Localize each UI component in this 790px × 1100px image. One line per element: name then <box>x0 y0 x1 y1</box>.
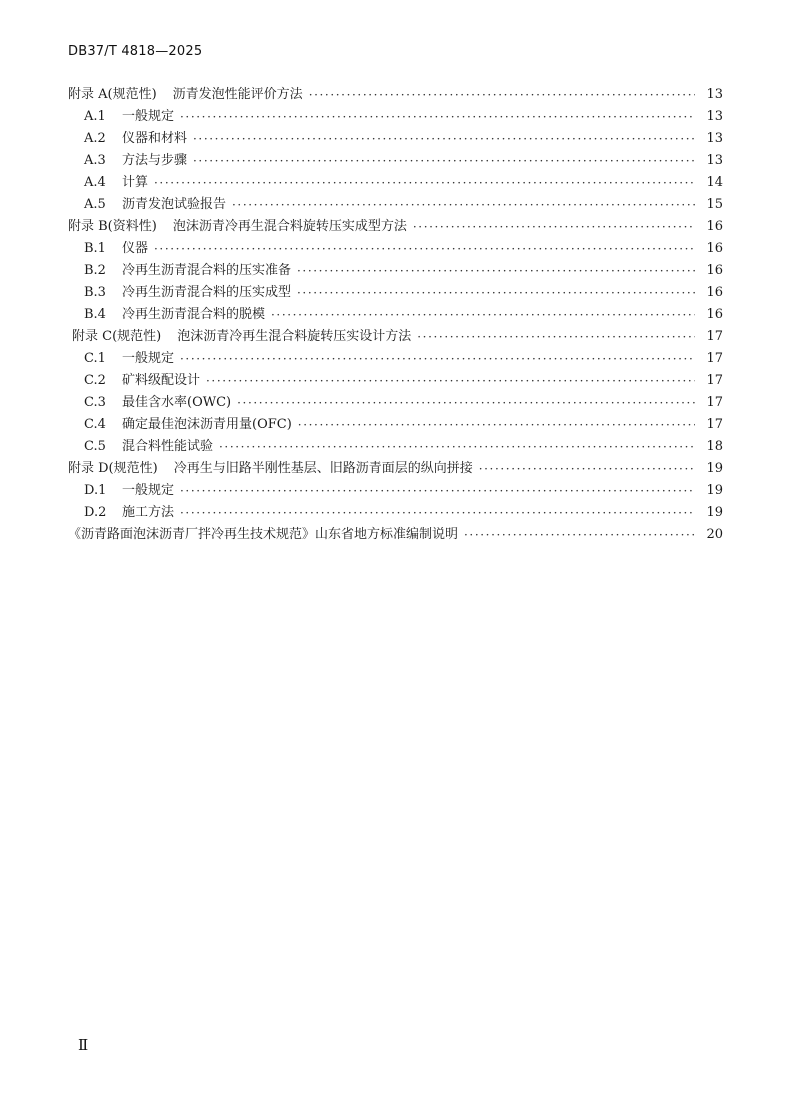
toc-entry-number: C.4 <box>84 417 106 432</box>
toc-entry-number: 附录 C(规范性) <box>72 329 162 344</box>
toc-entry-number: A.5 <box>84 197 106 212</box>
toc-entry-title: 冷再生沥青混合料的脱模 <box>122 307 266 322</box>
toc-entry-title: 一般规定 <box>122 109 175 124</box>
toc-entry-title: 施工方法 <box>122 505 175 520</box>
toc-entry-number: 附录 A(规范性) <box>68 87 157 102</box>
toc-entry-title: 确定最佳泡沫沥青用量(OFC) <box>122 417 292 432</box>
toc-entry-title: 冷再生沥青混合料的压实成型 <box>122 285 292 300</box>
toc-entry-appendix-d[interactable] <box>0 458 790 480</box>
toc-entry-number: B.2 <box>84 263 106 278</box>
dot-leader <box>298 414 695 436</box>
dot-leader <box>219 436 695 458</box>
toc-entry-title: 《沥青路面泡沫沥青厂拌冷再生技术规范》山东省地方标准编制说明 <box>68 527 459 542</box>
toc-entry-number: B.3 <box>84 285 106 300</box>
dot-leader <box>206 370 695 392</box>
toc-entry-a2[interactable] <box>0 128 790 150</box>
toc-entry-page: 19 <box>706 505 723 520</box>
page-number: Ⅱ <box>78 1036 89 1054</box>
toc-entry-b1[interactable] <box>0 238 790 260</box>
toc-entry-c5[interactable] <box>0 436 790 458</box>
toc-entry-number: C.1 <box>84 351 106 366</box>
toc-entry-title: 一般规定 <box>122 351 175 366</box>
toc-entry-number: C.5 <box>84 439 106 454</box>
toc-entry-number: A.3 <box>84 153 106 168</box>
toc-entry-page: 16 <box>706 285 723 300</box>
toc-entry-title: 冷再生沥青混合料的压实准备 <box>122 263 292 278</box>
dot-leader <box>193 128 695 150</box>
toc-entry-a5[interactable] <box>0 194 790 216</box>
toc-entry-number: C.3 <box>84 395 106 410</box>
toc-entry-title: 仪器 <box>122 241 149 256</box>
dot-leader <box>180 480 695 502</box>
dot-leader <box>417 326 695 348</box>
toc-entry-title: 最佳含水率(OWC) <box>122 395 232 410</box>
dot-leader <box>309 84 695 106</box>
toc-entry-c3[interactable] <box>0 392 790 414</box>
toc-entry-appendix-a[interactable] <box>0 84 790 106</box>
toc-entry-b2[interactable] <box>0 260 790 282</box>
toc-entry-c1[interactable] <box>0 348 790 370</box>
toc-entry-d2[interactable] <box>0 502 790 524</box>
toc-entry-title: 沥青发泡性能评价方法 <box>172 87 303 102</box>
dot-leader <box>237 392 695 414</box>
document-code: DB37/T 4818—2025 <box>68 44 203 59</box>
toc-entry-number: 附录 B(资料性) <box>68 219 157 234</box>
toc-entry-page: 16 <box>706 219 723 234</box>
toc-entry-page: 19 <box>706 483 723 498</box>
toc-entry-page: 17 <box>706 373 723 388</box>
dot-leader <box>193 150 695 172</box>
toc-entry-number: C.2 <box>84 373 106 388</box>
toc-entry-page: 17 <box>706 417 723 432</box>
toc-entry-title: 计算 <box>122 175 149 190</box>
toc-entry-b4[interactable] <box>0 304 790 326</box>
toc-entry-page: 17 <box>706 329 723 344</box>
toc-entry-page: 20 <box>706 527 723 542</box>
dot-leader <box>297 260 695 282</box>
toc-entry-c2[interactable] <box>0 370 790 392</box>
toc-entry-title: 冷再生与旧路半刚性基层、旧路沥青面层的纵向拼接 <box>173 461 473 476</box>
dot-leader <box>232 194 695 216</box>
toc-entry-page: 16 <box>706 307 723 322</box>
dot-leader <box>413 216 695 238</box>
toc-entry-appendix-b[interactable] <box>0 216 790 238</box>
toc-entry-number: D.2 <box>84 505 107 520</box>
dot-leader <box>271 304 695 326</box>
toc-entry-page: 17 <box>706 351 723 366</box>
toc-entry-page: 13 <box>706 153 723 168</box>
dot-leader <box>180 502 695 524</box>
toc-entry-number: A.4 <box>84 175 106 190</box>
dot-leader <box>464 524 695 546</box>
toc-entry-title: 混合料性能试验 <box>122 439 214 454</box>
toc-entry-explanation[interactable] <box>0 524 790 546</box>
dot-leader <box>180 106 695 128</box>
toc-entry-page: 13 <box>706 109 723 124</box>
toc-entry-page: 13 <box>706 131 723 146</box>
toc-entry-title: 泡沫沥青冷再生混合料旋转压实设计方法 <box>177 329 412 344</box>
toc-entry-number: 附录 D(规范性) <box>68 461 158 476</box>
toc-entry-title: 一般规定 <box>122 483 175 498</box>
toc-entry-page: 15 <box>706 197 723 212</box>
toc-entry-title: 矿料级配设计 <box>122 373 201 388</box>
toc-entry-page: 14 <box>706 175 723 190</box>
toc-entry-page: 16 <box>706 241 723 256</box>
toc-entry-b3[interactable] <box>0 282 790 304</box>
toc-entry-appendix-c[interactable] <box>0 326 790 348</box>
dot-leader <box>154 172 695 194</box>
toc-entry-page: 17 <box>706 395 723 410</box>
toc-entry-page: 13 <box>706 87 723 102</box>
toc-entry-a1[interactable] <box>0 106 790 128</box>
toc-entry-title: 泡沫沥青冷再生混合料旋转压实成型方法 <box>172 219 407 234</box>
toc-entry-c4[interactable] <box>0 414 790 436</box>
toc-entry-title: 方法与步骤 <box>122 153 188 168</box>
dot-leader <box>180 348 695 370</box>
dot-leader <box>479 458 695 480</box>
toc-entry-d1[interactable] <box>0 480 790 502</box>
toc-entry-page: 18 <box>706 439 723 454</box>
toc-entry-a3[interactable] <box>0 150 790 172</box>
toc-entry-page: 19 <box>706 461 723 476</box>
toc-entry-title: 沥青发泡试验报告 <box>122 197 227 212</box>
dot-leader <box>297 282 695 304</box>
dot-leader <box>154 238 695 260</box>
toc-entry-number: A.2 <box>84 131 106 146</box>
toc-entry-number: B.4 <box>84 307 106 322</box>
toc-entry-number: A.1 <box>84 109 106 124</box>
toc-entry-a4[interactable] <box>0 172 790 194</box>
toc-entry-title: 仪器和材料 <box>122 131 188 146</box>
toc-entry-number: B.1 <box>84 241 106 256</box>
toc-entry-number: D.1 <box>84 483 107 498</box>
toc-entry-page: 16 <box>706 263 723 278</box>
